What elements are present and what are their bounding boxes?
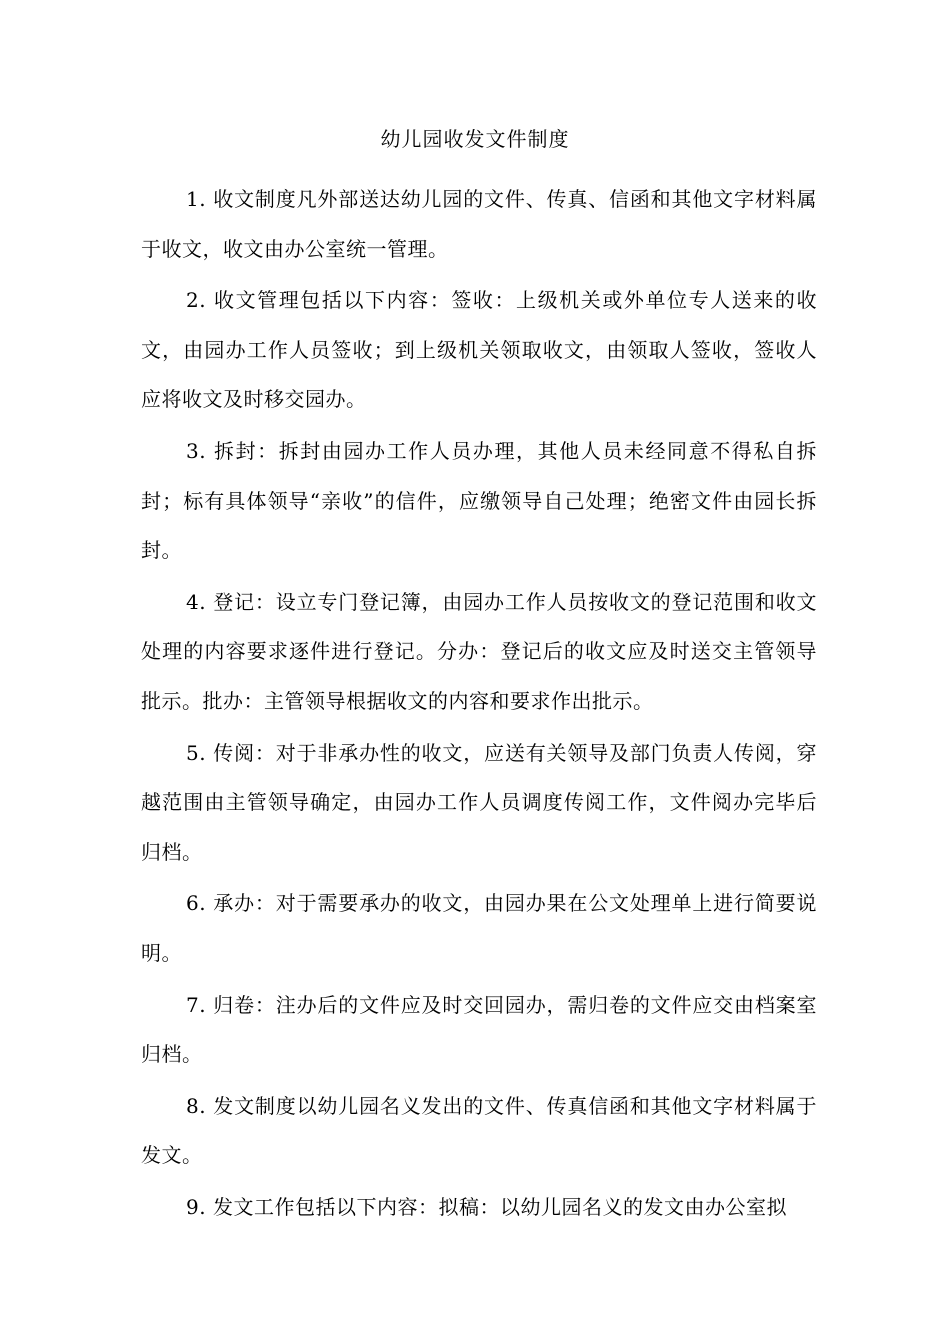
paragraph-2: 2. 收文管理包括以下内容：签收：上级机关或外单位专人送来的收文，由园办工作人员签收；到上级机关领取收文，由领取人签收，签收人应将收文及时移交园办。 [141,288,817,412]
paragraph-4: 4. 登记：设立专门登记簿，由园办工作人员按收文的登记范围和收文处理的内容要求逐件进行登记。分办：登记后的收文应及时送交主管领导批示。批办：主管领导根据收文的内容和要求作出批示。 [141,589,817,713]
paragraph-3: 3. 拆封：拆封由园办工作人员办理，其他人员未经同意不得私自拆封；标有具体领导“亲收”的信件，应缴领导自己处理；绝密文件由园长拆封。 [141,438,817,563]
paragraph-6: 6. 承办：对于需要承办的收文，由园办果在公文处理单上进行简要说明。 [141,891,817,965]
paragraph-1: 1. 收文制度凡外部送达幼儿园的文件、传真、信函和其他文字材料属于收文，收文由办公室统一管理。 [141,187,817,261]
document-body [141,175,817,1234]
paragraph-9: 9. 发文工作包括以下内容：拟稿：以幼儿园名义的发文由办公室拟 [186,1194,787,1219]
document-title: 幼儿园收发文件制度 [380,127,570,151]
paragraph-8: 8. 发文制度以幼儿园名义发出的文件、传真信函和其他文字材料属于发文。 [141,1093,817,1168]
paragraph-7: 7. 归卷：注办后的文件应及时交回园办，需归卷的文件应交由档案室归档。 [141,992,817,1067]
paragraph-5: 5. 传阅：对于非承办性的收文，应送有关领导及部门负责人传阅，穿越范围由主管领导确定，由园办工作人员调度传阅工作，文件阅办完毕后归档。 [141,740,817,864]
